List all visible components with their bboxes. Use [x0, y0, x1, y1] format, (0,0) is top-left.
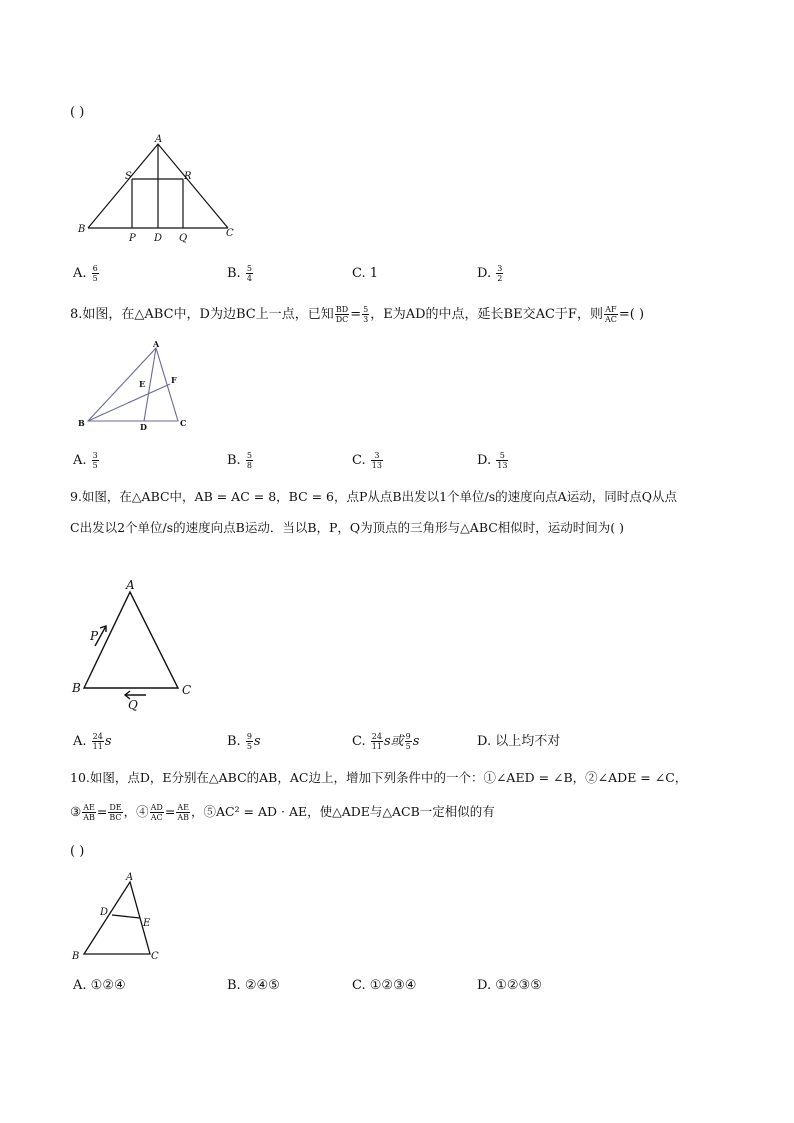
q10-stem-line1: 10.如图，点D，E分别在△ABC的AB，AC边上，增加下列条件中的一个：①∠AED = ∠B，②∠ADE = ∠C，	[70, 770, 688, 785]
q8-fraction-bd-dc: $\frac{BD}{DC}$	[335, 305, 349, 324]
option-text: ①②③⑤	[495, 978, 542, 993]
option-letter: C.	[352, 453, 366, 468]
q8-label-D: D	[140, 422, 147, 432]
q10-option-c[interactable]	[352, 978, 416, 994]
q9-label-P: P	[90, 629, 99, 643]
q8-option-a[interactable]	[73, 451, 100, 470]
q10-answer-paren: ( )	[70, 844, 85, 859]
option-unit: s	[412, 734, 420, 749]
q7-label-S: S	[125, 171, 132, 182]
q8-stem: 8.如图，在△ABC中，D为边BC上一点，已知 $\frac{BD}{DC}$ = $\frac{5}{3}$ ，E为AD的中点，延长BE交AC于F，则 $\frac{AF}{AC}$ =( )	[70, 305, 645, 324]
q10-option-b[interactable]	[227, 978, 280, 994]
q7-option-a[interactable]	[73, 264, 100, 283]
q8-fraction-5-3: $\frac{5}{3}$	[363, 305, 369, 324]
q9-option-b[interactable]	[227, 732, 261, 751]
option-fraction: $\frac{9}{5}$	[405, 732, 411, 751]
q9-option-c[interactable]	[352, 732, 419, 751]
q7-label-P: P	[129, 233, 136, 244]
q9-stem-line1: 9.如图，在△ABC中，AB = AC = 8，BC = 6，点P从点B出发以1个单位/s的速度向点A运动，同时点Q从点	[70, 489, 677, 504]
option-fraction: $\frac{9}{5}$	[246, 732, 252, 751]
q7-option-d[interactable]	[477, 264, 504, 283]
q10-label-C: C	[151, 951, 159, 962]
q8-option-b[interactable]	[227, 451, 254, 470]
option-text: ②④⑤	[244, 978, 280, 993]
q9-option-a[interactable]	[73, 732, 112, 751]
q10-stem-line2: ③ $\frac{AE}{AB}$ = $\frac{DE}{BC}$ ，④ $\frac{AD}{AC}$ = $\frac{AE}{AB}$ ，⑤AC² = AD · AE，使△ADE与△ACB一定相似的有	[70, 803, 495, 822]
q9-option-d[interactable]	[477, 734, 560, 750]
option-letter: C.	[352, 978, 366, 993]
option-letter: B.	[227, 978, 241, 993]
q7-label-C: C	[226, 228, 234, 239]
option-letter: C.	[352, 266, 366, 281]
q10-fraction-ae-ab-2: $\frac{AE}{AB}$	[177, 803, 189, 822]
q7-option-b[interactable]	[227, 264, 254, 283]
q10-fraction-ae-ab: $\frac{AE}{AB}$	[83, 803, 95, 822]
q7-label-Q: Q	[179, 233, 188, 244]
option-letter: D.	[477, 978, 492, 993]
q10-fraction-de-bc: $\frac{DE}{BC}$	[109, 803, 122, 822]
q9-stem-line2: C出发以2个单位/s的速度向点B运动．当以B，P，Q为顶点的三角形与△ABC相似时，运动时间为( )	[70, 520, 625, 535]
option-text: 以上均不对	[495, 734, 561, 749]
q7-label-R: R	[184, 171, 192, 182]
option-letter: B.	[227, 266, 241, 281]
q10-option-d[interactable]	[477, 978, 542, 994]
q8-label-E: E	[139, 379, 146, 389]
option-letter: B.	[227, 453, 241, 468]
option-unit: s	[104, 734, 112, 749]
q8-fraction-af-ac: $\frac{AF}{AC}$	[604, 305, 617, 324]
q8-label-F: F	[171, 375, 177, 385]
option-fraction: $\frac{5}{13}$	[497, 451, 508, 470]
q8-option-c[interactable]	[352, 451, 384, 470]
q8-option-d[interactable]	[477, 451, 509, 470]
q7-figure	[74, 132, 244, 247]
q9-label-C: C	[182, 683, 192, 697]
option-fraction: $\frac{24}{11}$	[371, 732, 382, 751]
q10-option-a[interactable]	[73, 978, 126, 994]
option-letter: D.	[477, 266, 492, 281]
q10-figure	[68, 870, 178, 965]
option-letter: A.	[73, 266, 87, 281]
q10-fraction-ad-ac: $\frac{AD}{AC}$	[150, 803, 163, 822]
q8-label-A: A	[153, 339, 160, 349]
q9-label-B: B	[72, 681, 81, 695]
option-fraction: $\frac{24}{11}$	[92, 732, 103, 751]
q8-label-B: B	[78, 418, 85, 428]
option-fraction: $\frac{5}{4}$	[246, 264, 252, 283]
option-letter: C.	[352, 734, 366, 749]
q7-label-B: B	[78, 224, 86, 235]
option-letter: A.	[73, 453, 87, 468]
q8-figure	[72, 338, 202, 433]
q9-label-A: A	[126, 578, 135, 592]
q10-label-B: B	[72, 951, 80, 962]
option-fraction: $\frac{3}{5}$	[92, 451, 98, 470]
option-fraction: $\frac{5}{8}$	[246, 451, 252, 470]
q10-label-E: E	[143, 918, 151, 929]
option-unit: s	[253, 734, 261, 749]
q9-label-Q: Q	[128, 698, 138, 711]
option-text: ①②④	[90, 978, 126, 993]
option-unit: s或	[383, 734, 404, 749]
q8-label-C: C	[180, 418, 187, 428]
option-letter: D.	[477, 453, 492, 468]
q7-label-A: A	[155, 134, 163, 145]
q7-answer-paren: ( )	[70, 105, 85, 120]
q10-label-D: D	[100, 907, 109, 918]
option-value: 1	[369, 266, 379, 281]
option-text: ①②③④	[369, 978, 417, 993]
option-fraction: $\frac{3}{2}$	[497, 264, 503, 283]
q10-label-A: A	[126, 872, 134, 883]
option-letter: A.	[73, 734, 87, 749]
option-letter: D.	[477, 734, 492, 749]
option-fraction: $\frac{6}{5}$	[92, 264, 98, 283]
option-letter: B.	[227, 734, 241, 749]
q9-figure	[68, 576, 203, 711]
q7-label-D: D	[154, 233, 163, 244]
option-letter: A.	[73, 978, 87, 993]
option-fraction: $\frac{3}{13}$	[371, 451, 382, 470]
q7-option-c[interactable]	[352, 266, 378, 282]
